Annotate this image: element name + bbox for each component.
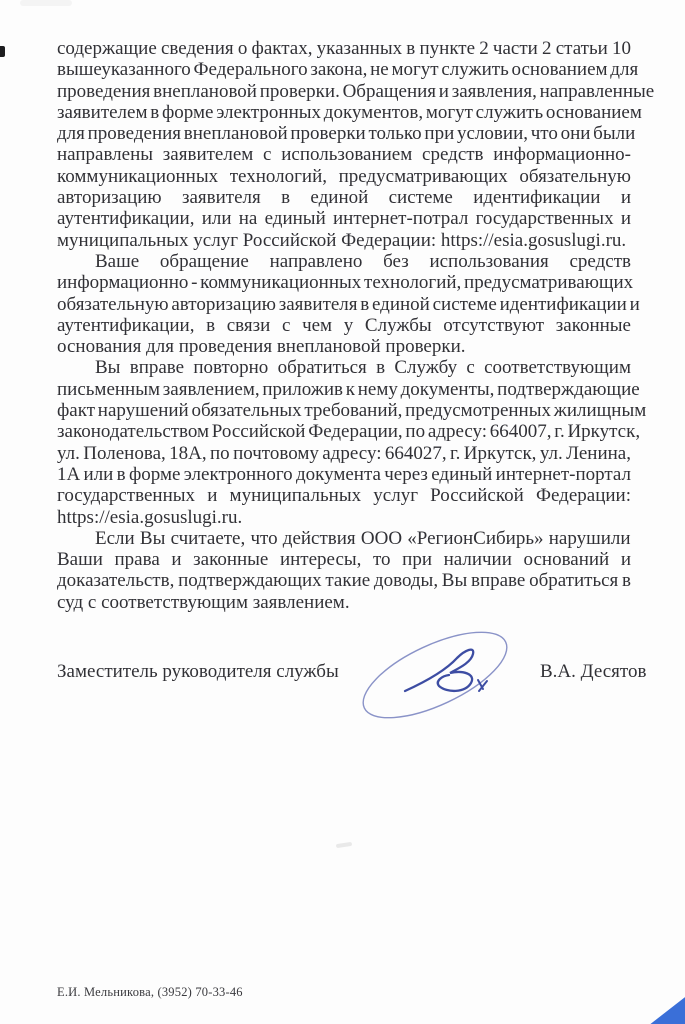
signer-position-title: Заместитель руководителя службы [57, 661, 339, 682]
executor-contact: Е.И. Мельникова, (3952) 70-33-46 [57, 985, 243, 999]
document-line: ул. Поленова, 18А, по почтовому адресу: 664027, г. Иркутск, ул. Ленина, [57, 442, 631, 464]
blue-corner-artifact [649, 996, 685, 1024]
document-line: письменным заявлением, приложив к нему документы, подтверждающие [57, 378, 640, 400]
document-line: для проведения внеплановой проверки только при условии, что они были [57, 123, 636, 145]
document-line: аутентификации, или на единый интернет-потрал государственных и [57, 208, 631, 230]
document-line: https://esia.gosuslugi.ru. [57, 506, 243, 528]
document-line: проведения внеплановой проверки. Обращения и заявления, направленные [57, 80, 655, 102]
scan-artifact-top-smudge [20, 0, 72, 6]
document-line: содержащие сведения о фактах, указанных в пункте 2 части 2 статьи 10 [57, 38, 631, 59]
signer-name: В.А. Десятов [540, 661, 647, 682]
document-line: Ваши права и законные интересы, то при наличии оснований и [57, 549, 631, 571]
document-line: Вы вправе повторно обратиться в Службу с соответствующим [95, 357, 631, 379]
document-line: законодательством Российской Федерации, по адресу: 664007, г. Иркутск, [57, 421, 641, 443]
document-line: заявителем в форме электронных документов, могут служить основанием [57, 101, 642, 123]
document-line: доказательств, подтверждающих такие доводы, Вы вправе обратиться в [57, 570, 631, 592]
document-line: основания для проведения внеплановой проверки. [57, 336, 466, 358]
document-line: вышеуказанного Федерального закона, не могут служить основанием для [57, 59, 639, 81]
handwritten-signature-icon [355, 623, 535, 733]
letter-body [57, 38, 655, 613]
document-line: Ваше обращение направлено без использования средств [95, 250, 631, 272]
scan-artifact-left-edge [0, 46, 5, 57]
document-line: суд с соответствующим заявлением. [57, 591, 350, 613]
document-line: направлены заявителем с использованием средств информационно- [57, 144, 631, 166]
document-line: 1А или в форме электронного документа через единый интернет-портал [57, 463, 631, 485]
scan-artifact-mid-dash [336, 842, 352, 848]
document-line: информационно - коммуникационных технологий, предусматривающих [57, 272, 634, 294]
document-line: муниципальных услуг Российской Федерации: https://esia.gosuslugi.ru. [57, 229, 627, 251]
document-line: государственных и муниципальных услуг Российской Федерации: [57, 485, 631, 507]
document-line: авторизацию заявителя в единой системе идентификации и [57, 187, 631, 209]
document-line: аутентификации, в связи с чем у Службы отсутствуют законные [57, 314, 631, 336]
document-line: Если Вы считаете, что действия ООО «РегионСибирь» нарушили [95, 527, 631, 549]
document-line: коммуникационных технологий, предусматривающих обязательную [57, 165, 631, 187]
document-line: факт нарушений обязательных требований, предусмотренных жилищным [57, 400, 647, 422]
document-line: обязательную авторизацию заявителя в единой системе идентификации и [57, 293, 640, 315]
